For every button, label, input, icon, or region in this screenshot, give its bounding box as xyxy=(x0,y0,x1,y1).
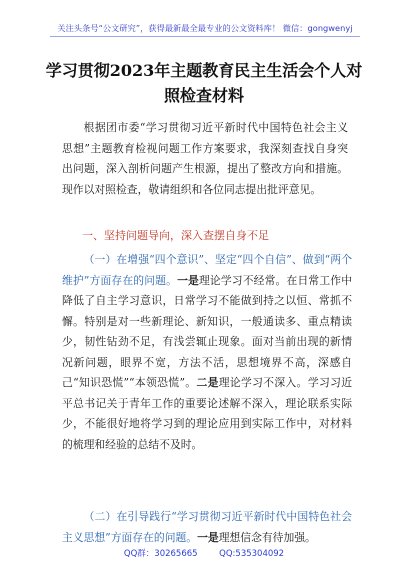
intro-paragraph: 根据团市委“学习贯彻习近平新时代中国特色社会主义思想”主题教育检视问题工作方案要求，我深刻查找自身突出问题，深入剖析问题产生根源，提出了整改方向和措施。现作以对照检查，敬请组织和各位同志提出批评意见。 xyxy=(62,121,348,196)
subsection-2-title: （二）在引导践行“学习贯彻习近平新时代中国特色社会主义思想”方面存在的问题。 xyxy=(62,510,352,544)
subsection-1-title: （一）在增强“四个意识”、坚定“四个自信”、做到“两个维护”方面存在的问题。 xyxy=(62,253,352,287)
subsection-1-paragraph xyxy=(62,250,352,455)
point-lead-1: 一是 xyxy=(177,273,199,287)
subsection-2-paragraph xyxy=(62,507,352,548)
point-lead-2: 二是 xyxy=(196,376,219,389)
point-text-2: 理论学习不深入。学习习近平总书记关于青年工作的重要论述解不深入，理论联系实际少，不能很好地将学习到的理论应用到实际工作中，对材料的梳理和经验的总结不及时。 xyxy=(62,376,353,451)
point-text-3: 理想信念有待加强。 xyxy=(218,530,316,544)
point-text-1: 理论学习不经常。在日常工作中降低了自主学习意识，日常学习不能做到持之以恒、常抓不懈。特别是对一些新理论、新知识，一般通读多、重点精读少，韧性钻劲不足，有浅尝辄止现象。面对当前出现的新情况新问题，眼界不宽，方法不活，思想境界不高，深感自己“知识恐慌”“本领恐慌”。 xyxy=(62,273,352,389)
point-lead-3: 一是 xyxy=(197,530,219,544)
top-banner xyxy=(50,20,360,37)
banner-text: 关注头条号“公文研究”，获得最新最全最专业的公文资料库！ 微信：gongwenyj xyxy=(57,22,353,33)
document-title: 学习贯彻2023年主题教育民主生活会个人对照检查材料 xyxy=(45,61,363,105)
footer-contact: QQ群：30265665 QQ:535304092 xyxy=(123,549,285,559)
section-heading-1: 一、坚持问题导向，深入查摆自身不足 xyxy=(82,229,269,242)
